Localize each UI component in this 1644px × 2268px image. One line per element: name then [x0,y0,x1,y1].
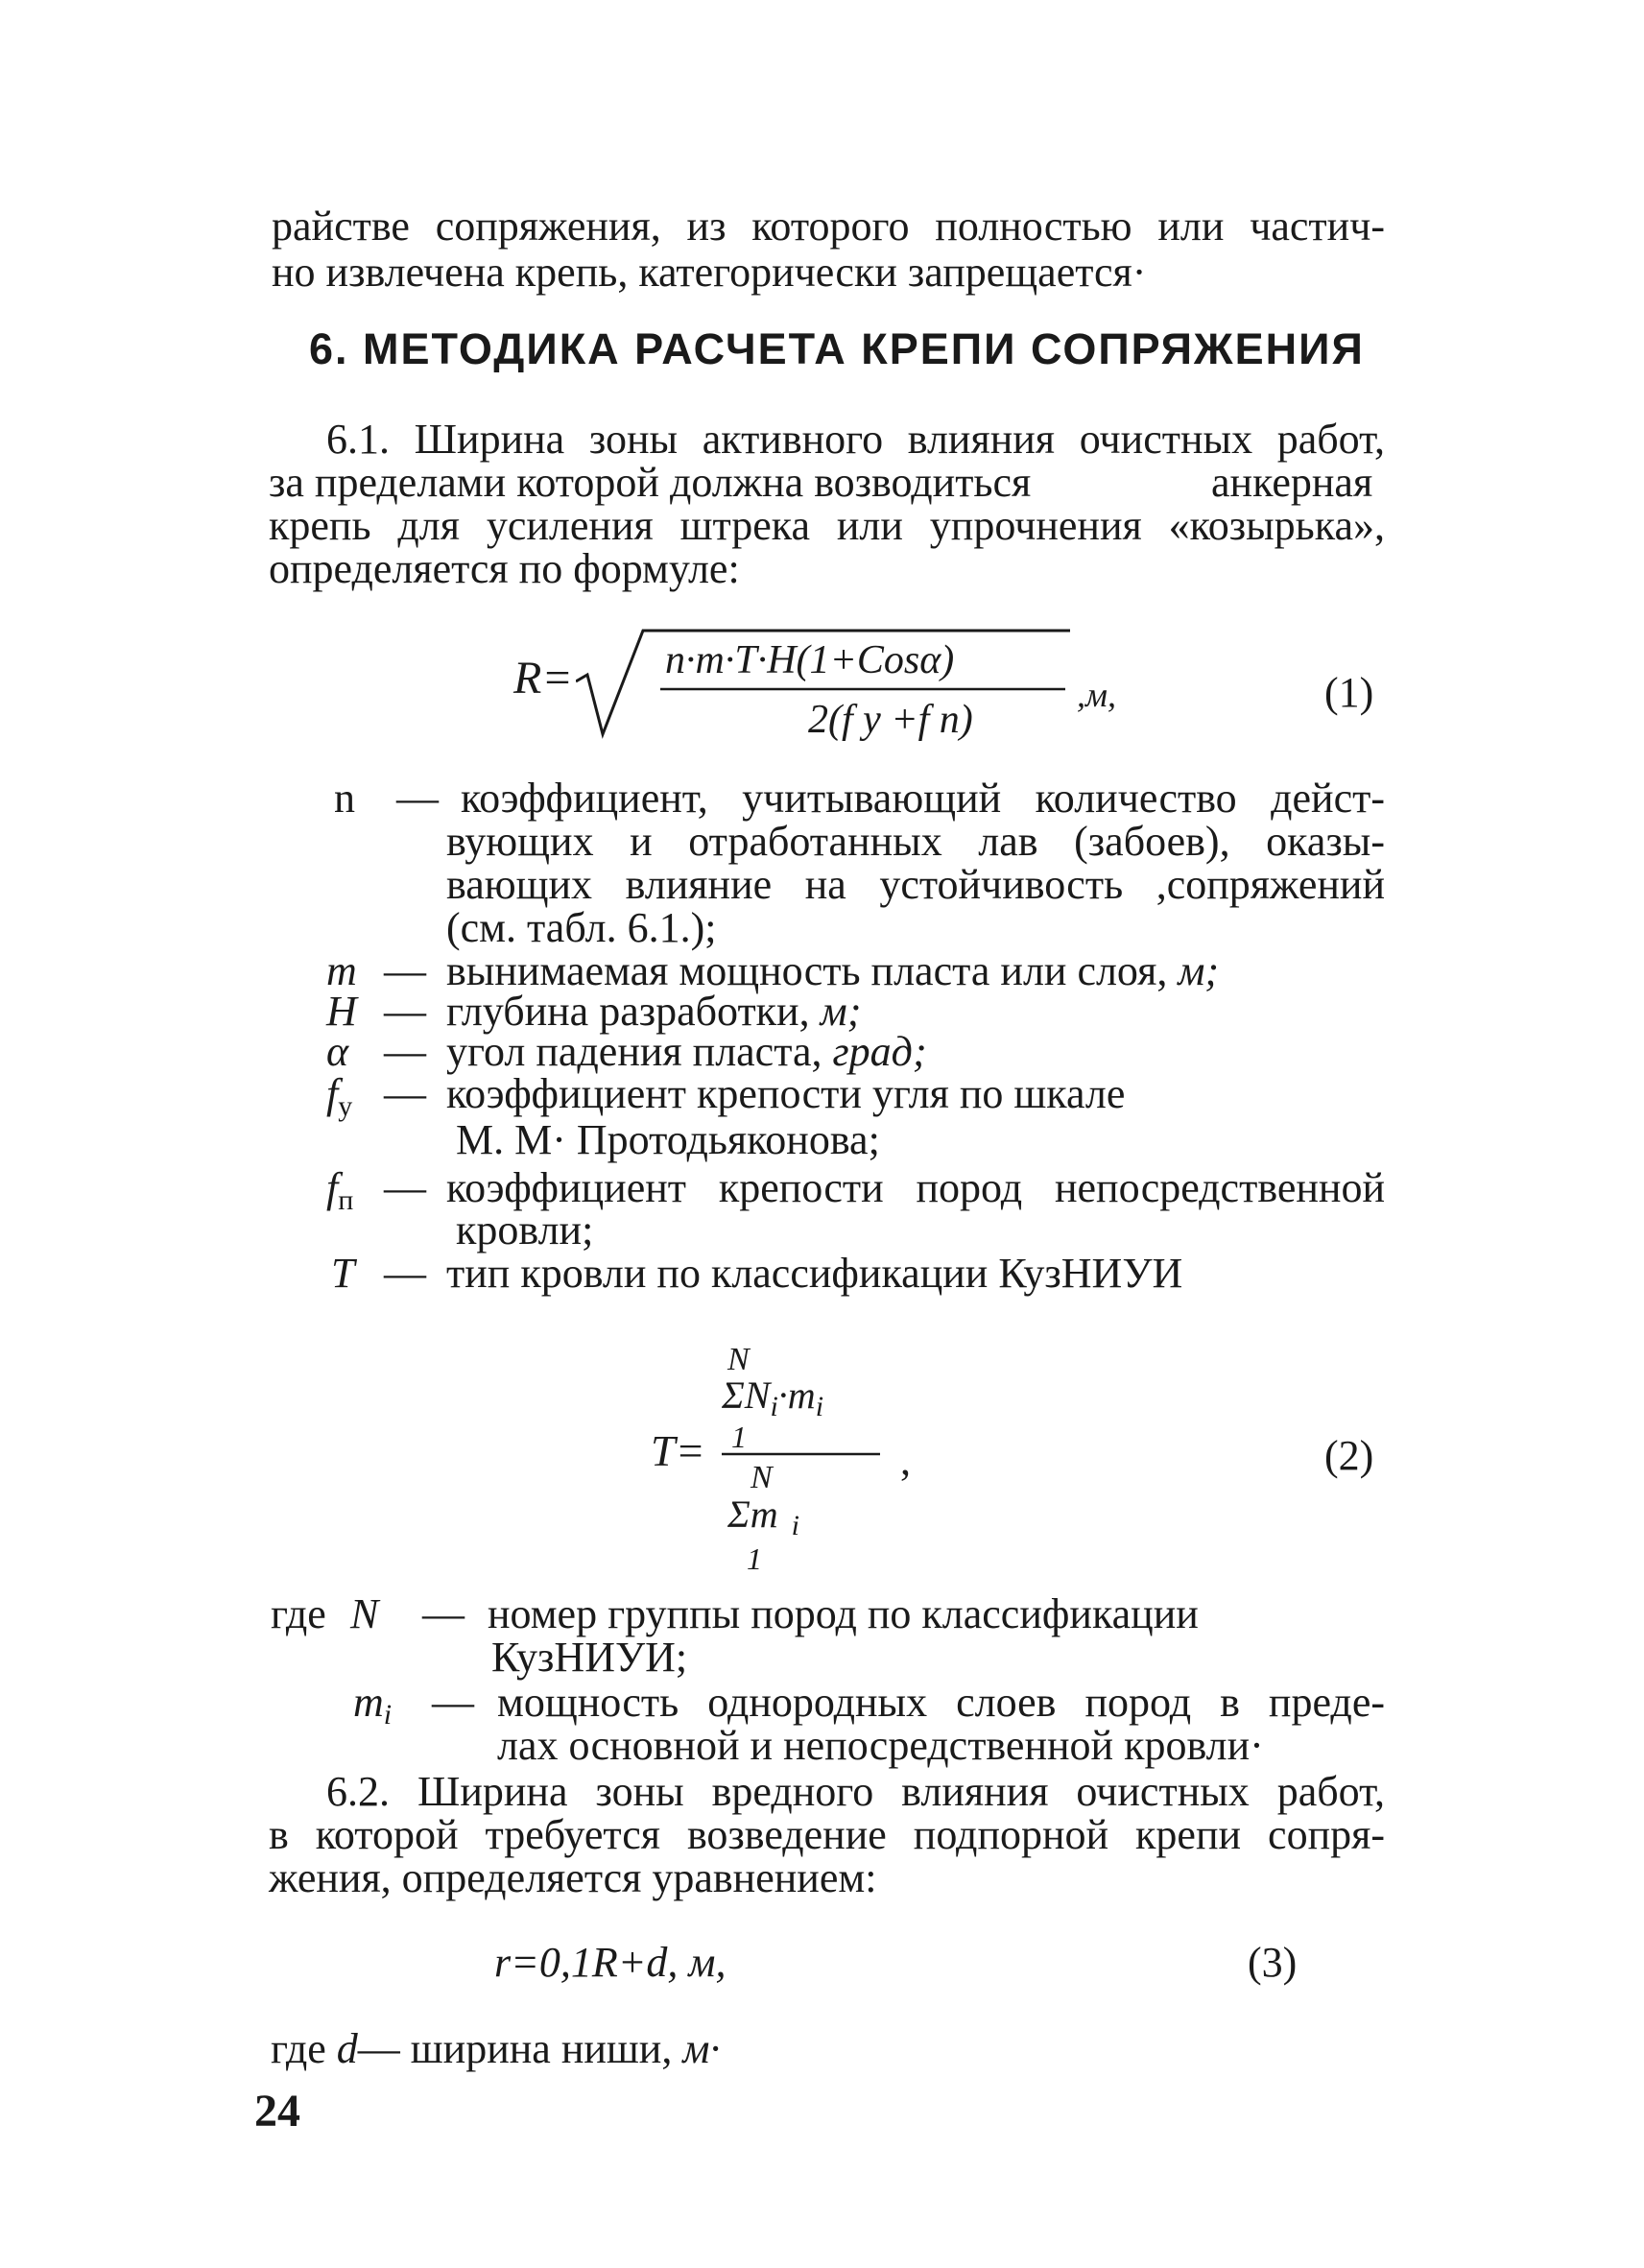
formula-2-fraction-bar [722,1451,885,1457]
def-m-unit: м; [1178,947,1220,994]
para-6-2-line-3: жения, определяется уравнением: [269,1854,877,1901]
para-6-2-line-1: 6.2. Ширина зоны вредного влияния очистных работ, [326,1768,1385,1815]
def-h-unit: м; [820,988,862,1035]
def-alpha-symbol: α [326,1028,349,1075]
def-N-dash: — [422,1590,465,1637]
def-fy-line-2: М. М· Протодьяконова; [456,1116,880,1163]
def-t-dash: — [384,1250,426,1297]
def-fp-dash: — [384,1164,426,1211]
formula-2-num-upper: N [727,1342,750,1377]
final-where: где [271,2025,326,2072]
final-text: ширина ниши, [410,2025,673,2072]
formula-1-denominator: 2(f у +f п) [808,698,973,742]
def-fy-line-1: коэффициент крепости угля по шкале [446,1070,1126,1117]
para-6-1-line-3: крепь для усиления штрека или упрочнения «козырька», [269,502,1385,549]
formula-3-number: (3) [1248,1939,1298,1986]
intro-line-1: райстве сопряжения, из которого полностью или частич- [272,203,1385,250]
def-fy-letter: f [326,1070,339,1117]
def-mi-letter: m [353,1679,384,1726]
para-6-2-line-2: в которой требуется возведение подпорной крепи сопря- [269,1811,1385,1858]
def-t-symbol: T [331,1250,355,1297]
def-mi-symbol [353,1679,393,1736]
def-n-line-3: вающих влияние на устойчивость ,сопряжений [446,861,1385,908]
formula-3-text: r=0,1R+d, [494,1939,679,1986]
final-unit: м· [682,2025,721,2072]
formula-3-unit: м, [688,1939,727,1986]
def-N-symbol: N [350,1590,379,1637]
def-N-line-2: КузНИУИ; [491,1634,688,1681]
def-N-line-1: номер группы пород по классификации [488,1590,1199,1637]
def-m-text [446,947,1220,994]
para-6-1-line-2a: за пределами которой должна возводиться [269,459,1032,506]
def-alpha-text [446,1028,927,1075]
def-n-symbol: n [334,775,355,822]
def-n-line-4: (см. табл. 6.1.); [446,904,717,951]
def-mi-line-2: лах основной и непосредственной кровли· [497,1722,1264,1769]
final-dash: — [357,2025,400,2072]
def-n-dash: — [396,775,439,822]
def-fy-subscript: у [338,1090,353,1122]
formula-1-numerator: n·m·T·H(1+Cosα) [665,638,955,682]
para-6-1-line-1: 6.1. Ширина зоны активного влияния очистных работ, [326,416,1385,463]
final-symbol: d [336,2025,358,2072]
defs2-where: где [271,1590,326,1637]
formula-1-unit: ,м, [1077,676,1116,714]
final-line [271,2025,721,2072]
para-6-1-line-2b: анкерная [1211,459,1373,506]
formula-2-num-sum: ΣN [722,1373,771,1417]
def-fp-letter: f [326,1164,339,1211]
formula-2-den-sub: i [791,1510,799,1541]
def-h-dash: — [384,988,426,1035]
def-fp-subscript: п [338,1184,354,1216]
def-m-description: вынимаемая мощность пласта или слоя, [446,947,1179,994]
formula-2-num-dot: · [777,1373,788,1417]
formula-1-lhs: R= [513,653,573,704]
def-h-description: глубина разработки, [446,988,821,1035]
formula-2-number: (2) [1324,1432,1374,1479]
formula-2-denominator [727,1493,799,1547]
def-fy-symbol [326,1070,353,1128]
def-mi-dash: — [432,1679,474,1726]
page-number: 24 [254,2086,300,2137]
formula-2-lhs: T= [651,1426,705,1475]
def-alpha-dash: — [384,1028,426,1075]
formula-3-expression [494,1939,727,1986]
def-m-dash: — [384,947,426,994]
formula-1-number: (1) [1324,669,1374,716]
formula-2-den-sum: Σm [727,1492,778,1536]
def-fp-line-2: кровли; [456,1206,594,1253]
def-h-text [446,988,862,1035]
def-alpha-description: угол падения пласта, [446,1028,833,1075]
def-fp-symbol [326,1164,354,1222]
def-alpha-unit: град; [832,1028,927,1075]
formula-2-num-lower: 1 [731,1420,747,1454]
def-fp-line-1: коэффициент крепости пород непосредственной [446,1164,1385,1211]
formula-2-den-lower: 1 [747,1541,762,1576]
def-m-symbol: m [326,947,357,994]
formula-2-num-m: m [787,1373,816,1417]
def-mi-line-1: мощность однородных слоев пород в преде- [497,1679,1385,1726]
def-h-symbol: H [326,988,357,1035]
def-n-line-1: коэффициент, учитывающий количество дейст- [461,775,1385,822]
intro-line-2: но извлечена крепь, категорически запрещается· [272,249,1147,296]
formula-2-num-sub-i2: i [815,1391,824,1422]
formula-2-comma: , [900,1437,911,1484]
formula-2-num-sub-i: i [770,1391,778,1422]
formula-2-den-upper: N [751,1460,773,1495]
section-heading: 6. МЕТОДИКА РАСЧЕТА КРЕПИ СОПРЯЖЕНИЯ [309,324,1365,373]
para-6-1-line-4: определяется по формуле: [269,545,740,592]
def-mi-subscript: i [383,1699,393,1731]
def-n-line-2: вующих и отработанных лав (забоев), оказы- [446,818,1385,865]
def-fy-dash: — [384,1070,426,1117]
def-t-text: тип кровли по классификации КузНИУИ [446,1250,1183,1297]
